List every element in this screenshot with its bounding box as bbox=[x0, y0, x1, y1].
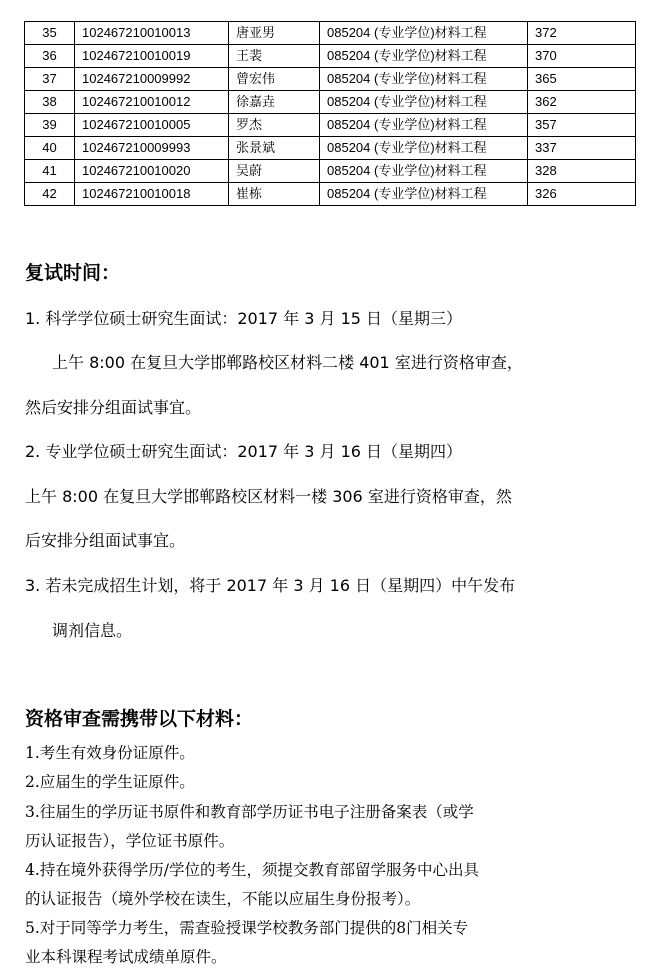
table-row bbox=[25, 114, 636, 137]
materials-line: 1.考生有效身份证原件。 bbox=[25, 744, 195, 762]
materials-line: 5.对于同等学力考生，需查验授课学校教务部门提供的8门相关专 bbox=[25, 919, 469, 937]
student-name-cell: 崔栋 bbox=[229, 183, 320, 206]
student-name-cell: 徐嘉垚 bbox=[229, 91, 320, 114]
admission-list-body bbox=[25, 22, 636, 206]
retest-item-2-title: 2. 专业学位硕士研究生面试：2017 年 3 月 16 日（星期四） bbox=[25, 442, 463, 461]
score-cell: 326 bbox=[528, 183, 636, 206]
retest-item-1-body-line-2: 然后安排分组面试事宜。 bbox=[25, 398, 202, 417]
materials-line: 业本科课程考试成绩单原件。 bbox=[25, 948, 227, 966]
exam-id-cell: 102467210009992 bbox=[75, 68, 229, 91]
score-cell: 337 bbox=[528, 137, 636, 160]
score-cell: 362 bbox=[528, 91, 636, 114]
retest-item-1-title: 1. 科学学位硕士研究生面试：2017 年 3 月 15 日（星期三） bbox=[25, 309, 463, 328]
major-cell: 085204 (专业学位)材料工程 bbox=[320, 68, 528, 91]
row-number-cell: 39 bbox=[25, 114, 75, 137]
table-row bbox=[25, 137, 636, 160]
exam-id-cell: 102467210010020 bbox=[75, 160, 229, 183]
student-name-cell: 唐亚男 bbox=[229, 22, 320, 45]
retest-time-heading: 复试时间： bbox=[25, 262, 121, 284]
score-cell: 372 bbox=[528, 22, 636, 45]
score-cell: 328 bbox=[528, 160, 636, 183]
table-row bbox=[25, 160, 636, 183]
exam-id-cell: 102467210010018 bbox=[75, 183, 229, 206]
exam-id-cell: 102467210009993 bbox=[75, 137, 229, 160]
retest-item-2-body-line-1: 上午 8:00 在复旦大学邯郸路校区材料一楼 306 室进行资格审查，然 bbox=[25, 487, 512, 506]
exam-id-cell: 102467210010005 bbox=[75, 114, 229, 137]
retest-item-3-line-1: 3. 若未完成招生计划，将于 2017 年 3 月 16 日（星期四）中午发布 bbox=[25, 576, 516, 595]
exam-id-cell: 102467210010012 bbox=[75, 91, 229, 114]
materials-line: 4.持在境外获得学历/学位的考生，须提交教育部留学服务中心出具 bbox=[25, 861, 480, 879]
table-row bbox=[25, 45, 636, 68]
materials-line: 历认证报告），学位证书原件。 bbox=[25, 832, 235, 850]
student-name-cell: 张景斌 bbox=[229, 137, 320, 160]
exam-id-cell: 102467210010013 bbox=[75, 22, 229, 45]
exam-id-cell: 102467210010019 bbox=[75, 45, 229, 68]
row-number-cell: 40 bbox=[25, 137, 75, 160]
major-cell: 085204 (专业学位)材料工程 bbox=[320, 160, 528, 183]
major-cell: 085204 (专业学位)材料工程 bbox=[320, 183, 528, 206]
admission-list-table bbox=[24, 21, 636, 206]
row-number-cell: 41 bbox=[25, 160, 75, 183]
materials-line: 的认证报告（境外学校在读生，不能以应届生身份报考）。 bbox=[25, 890, 421, 908]
materials-heading: 资格审查需携带以下材料： bbox=[25, 708, 254, 730]
major-cell: 085204 (专业学位)材料工程 bbox=[320, 137, 528, 160]
table-row bbox=[25, 68, 636, 91]
student-name-cell: 罗杰 bbox=[229, 114, 320, 137]
retest-item-3-line-2: 调剂信息。 bbox=[52, 621, 133, 640]
row-number-cell: 38 bbox=[25, 91, 75, 114]
table-row bbox=[25, 183, 636, 206]
retest-item-2-body-line-2: 后安排分组面试事宜。 bbox=[25, 531, 186, 550]
table-row bbox=[25, 91, 636, 114]
row-number-cell: 36 bbox=[25, 45, 75, 68]
row-number-cell: 37 bbox=[25, 68, 75, 91]
row-number-cell: 42 bbox=[25, 183, 75, 206]
major-cell: 085204 (专业学位)材料工程 bbox=[320, 91, 528, 114]
score-cell: 357 bbox=[528, 114, 636, 137]
major-cell: 085204 (专业学位)材料工程 bbox=[320, 22, 528, 45]
student-name-cell: 王裴 bbox=[229, 45, 320, 68]
student-name-cell: 吴蔚 bbox=[229, 160, 320, 183]
materials-line: 3.往届生的学历证书原件和教育部学历证书电子注册备案表（或学 bbox=[25, 803, 474, 821]
score-cell: 365 bbox=[528, 68, 636, 91]
student-name-cell: 曾宏伟 bbox=[229, 68, 320, 91]
retest-item-1-body-line-1: 上午 8:00 在复旦大学邯郸路校区材料二楼 401 室进行资格审查， bbox=[52, 353, 523, 372]
table-row bbox=[25, 22, 636, 45]
row-number-cell: 35 bbox=[25, 22, 75, 45]
major-cell: 085204 (专业学位)材料工程 bbox=[320, 114, 528, 137]
score-cell: 370 bbox=[528, 45, 636, 68]
materials-line: 2.应届生的学生证原件。 bbox=[25, 773, 195, 791]
major-cell: 085204 (专业学位)材料工程 bbox=[320, 45, 528, 68]
